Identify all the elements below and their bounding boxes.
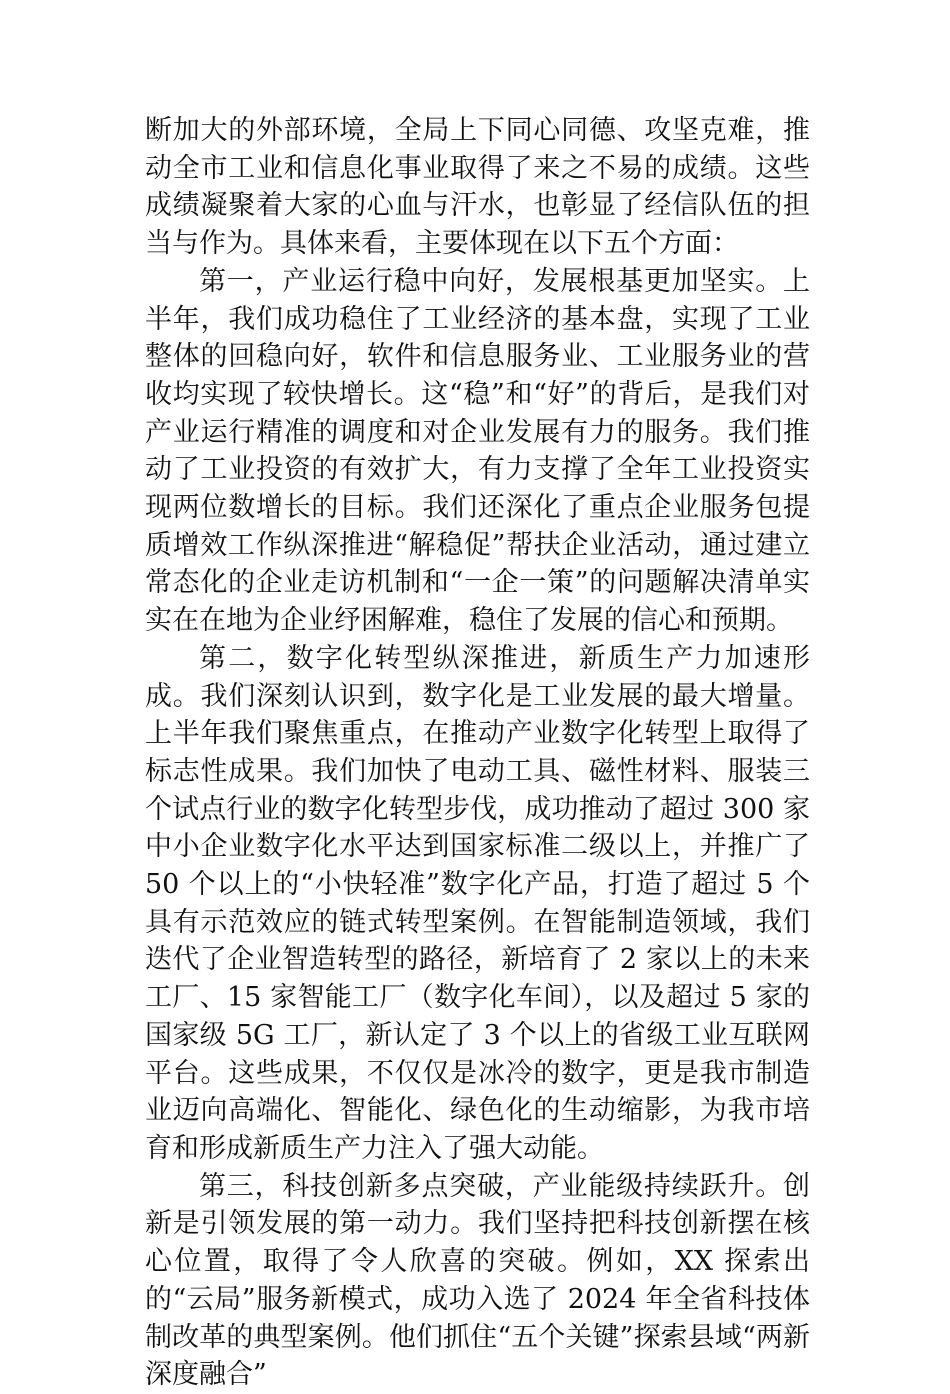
paragraph-point-three: 第三，科技创新多点突破，产业能级持续跃升。创新是引领发展的第一动力。我们坚持把科技创新摆在核心位置，取得了令人欣喜的突破。例如，XX 探索出的“云局”服务新模式，成功入选了 2024 年全省科技体制改革的典型案例。他们抓住“五个关键”探索县域“两新深度融合” <box>145 1170 810 1391</box>
paragraph-point-two: 第二，数字化转型纵深推进，新质生产力加速形成。我们深刻认识到，数字化是工业发展的最大增量。上半年我们聚焦重点，在推动产业数字化转型上取得了标志性成果。我们加快了电动工具、磁性材料、服装三个试点行业的数字化转型步伐，成功推动了超过 300 家中小企业数字化水平达到国家标准二级以上，并推广了 50 个以上的“小快轻准”数字化产品，打造了超过 5 个具有示范效应的链式转型案例。在智能制造领域，我们迭代了企业智造转型的路径，新培育了 2 家以上的未来工厂、15 家智能工厂（数字化车间），以及超过 5 家的国家级 5G 工厂，新认定了 3 个以上的省级工业互联网平台。这些成果，不仅仅是冰冷的数字，更是我市制造业迈向高端化、智能化、绿色化的生动缩影，为我市培育和形成新质生产力注入了强大动能。 <box>145 642 810 1164</box>
paragraph-point-one: 第一，产业运行稳中向好，发展根基更加坚实。上半年，我们成功稳住了工业经济的基本盘，实现了工业整体的回稳向好，软件和信息服务业、工业服务业的营收均实现了较快增长。这“稳”和“好”的背后，是我们对产业运行精准的调度和对企业发展有力的服务。我们推动了工业投资的有效扩大，有力支撑了全年工业投资实现两位数增长的目标。我们还深化了重点企业服务包提质增效工作纵深推进“解稳促”帮扶企业活动，通过建立常态化的企业走访机制和“一企一策”的问题解决清单实实在在地为企业纾困解难，稳住了发展的信心和预期。 <box>145 265 810 637</box>
document-body <box>145 112 810 1394</box>
paragraph-intro: 断加大的外部环境，全局上下同心同德、攻坚克难，推动全市工业和信息化事业取得了来之不易的成绩。这些成绩凝聚着大家的心血与汗水，也彰显了经信队伍的担当与作为。具体来看，主要体现在以下五个方面： <box>145 115 810 260</box>
